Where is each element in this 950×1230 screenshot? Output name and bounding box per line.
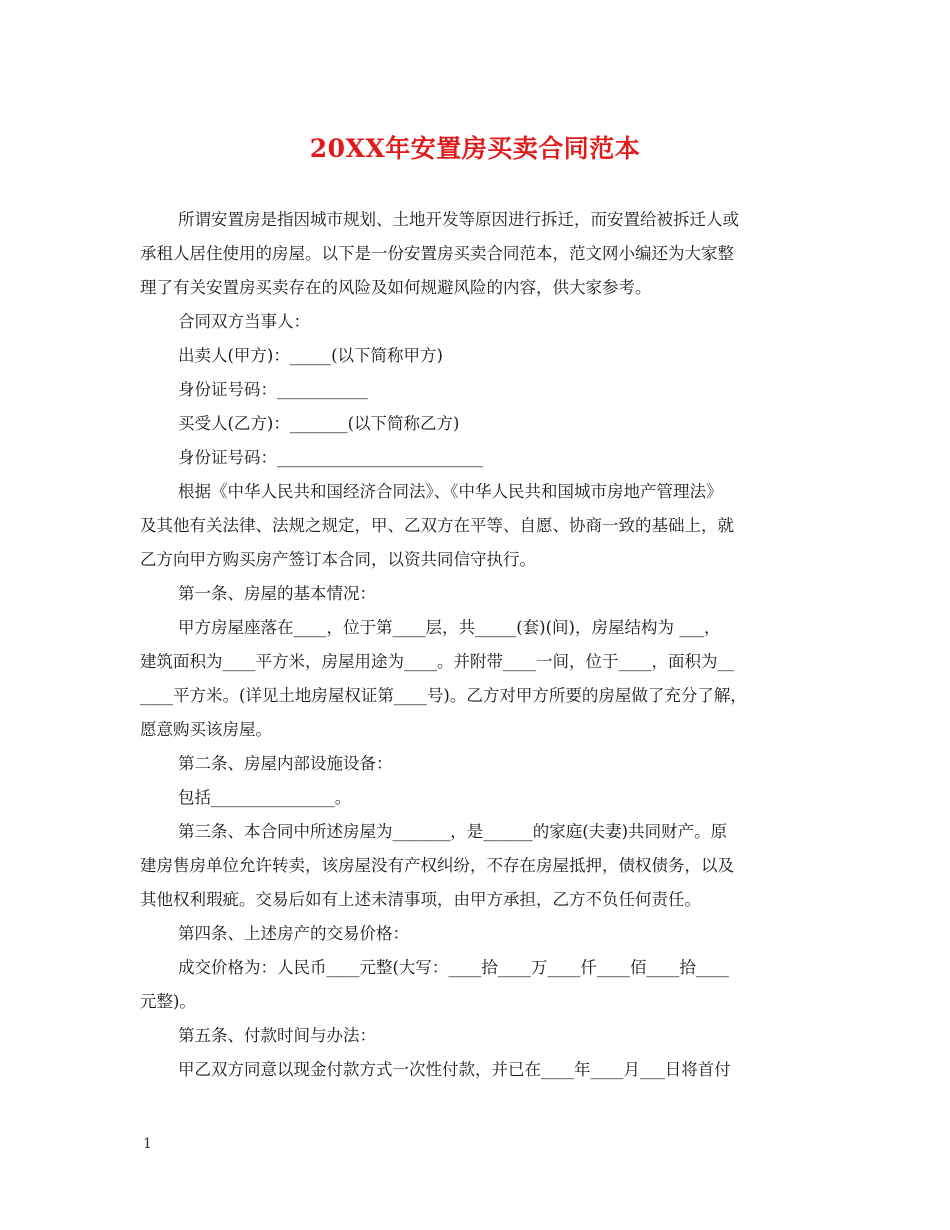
body-line: 承租人居住使用的房屋。以下是一份安置房买卖合同范本，范文网小编还为大家整 — [140, 244, 734, 263]
body-line: 其他权利瑕疵。交易后如有上述未清事项，由甲方承担，乙方不负任何责任。 — [140, 890, 701, 909]
body-line: 包括_______________。 — [178, 788, 352, 807]
buyer-line: 买受人(乙方)：_______(以下简称乙方) — [178, 414, 460, 433]
body-line: 建筑面积为____平方米，房屋用途为____。并附带____一间，位于____，面积为__ — [140, 652, 734, 671]
article-heading: 第四条、上述房产的交易价格： — [178, 924, 409, 943]
body-line: 合同双方当事人： — [178, 312, 310, 331]
body-line: ____平方米。(详见土地房屋权证第____号)。乙方对甲方所要的房屋做了充分了解， — [140, 686, 747, 705]
body-line: 甲方房屋座落在____，位于第____层，共_____(套)(间)，房屋结构为 ___， — [178, 618, 721, 637]
document-body — [140, 203, 815, 1087]
article-heading: 第一条、房屋的基本情况： — [178, 584, 376, 603]
body-line: 愿意购买该房屋。 — [140, 720, 272, 739]
article-heading: 第五条、付款时间与办法： — [178, 1026, 376, 1045]
article-heading: 第三条、本合同中所述房屋为_______，是______的家庭(夫妻)共同财产。原 — [178, 822, 728, 841]
body-line: 建房售房单位允许转卖，该房屋没有产权纠纷，不存在房屋抵押，债权债务，以及 — [140, 856, 734, 875]
body-line: 元整)。 — [140, 992, 196, 1011]
body-line: 及其他有关法律、法规之规定，甲、乙双方在平等、自愿、协商一致的基础上，就 — [140, 516, 734, 535]
body-line: 甲乙双方同意以现金付款方式一次性付款，并已在____年____月___日将首付 — [178, 1060, 731, 1079]
body-line: 成交价格为：人民币____元整(大写：____拾____万____仟____佰____拾____ — [178, 958, 729, 977]
page-number: 1 — [143, 1136, 152, 1152]
seller-line: 出卖人(甲方)：_____(以下简称甲方) — [178, 346, 443, 365]
article-heading: 第二条、房屋内部设施设备： — [178, 754, 393, 773]
buyer-id-line: 身份证号码：_________________________ — [178, 448, 484, 467]
body-line: 根据《中华人民共和国经济合同法》、《中华人民共和国城市房地产管理法》 — [178, 482, 723, 501]
seller-id-line: 身份证号码：___________ — [178, 380, 368, 399]
body-line: 理了有关安置房买卖存在的风险及如何规避风险的内容，供大家参考。 — [140, 278, 652, 297]
document-title: 20XX年安置房买卖合同范本 — [309, 134, 641, 163]
body-line: 乙方向甲方购买房产签订本合同，以资共同信守执行。 — [140, 550, 536, 569]
body-line: 所谓安置房是指因城市规划、土地开发等原因进行拆迁，而安置给被拆迁人或 — [178, 210, 739, 229]
